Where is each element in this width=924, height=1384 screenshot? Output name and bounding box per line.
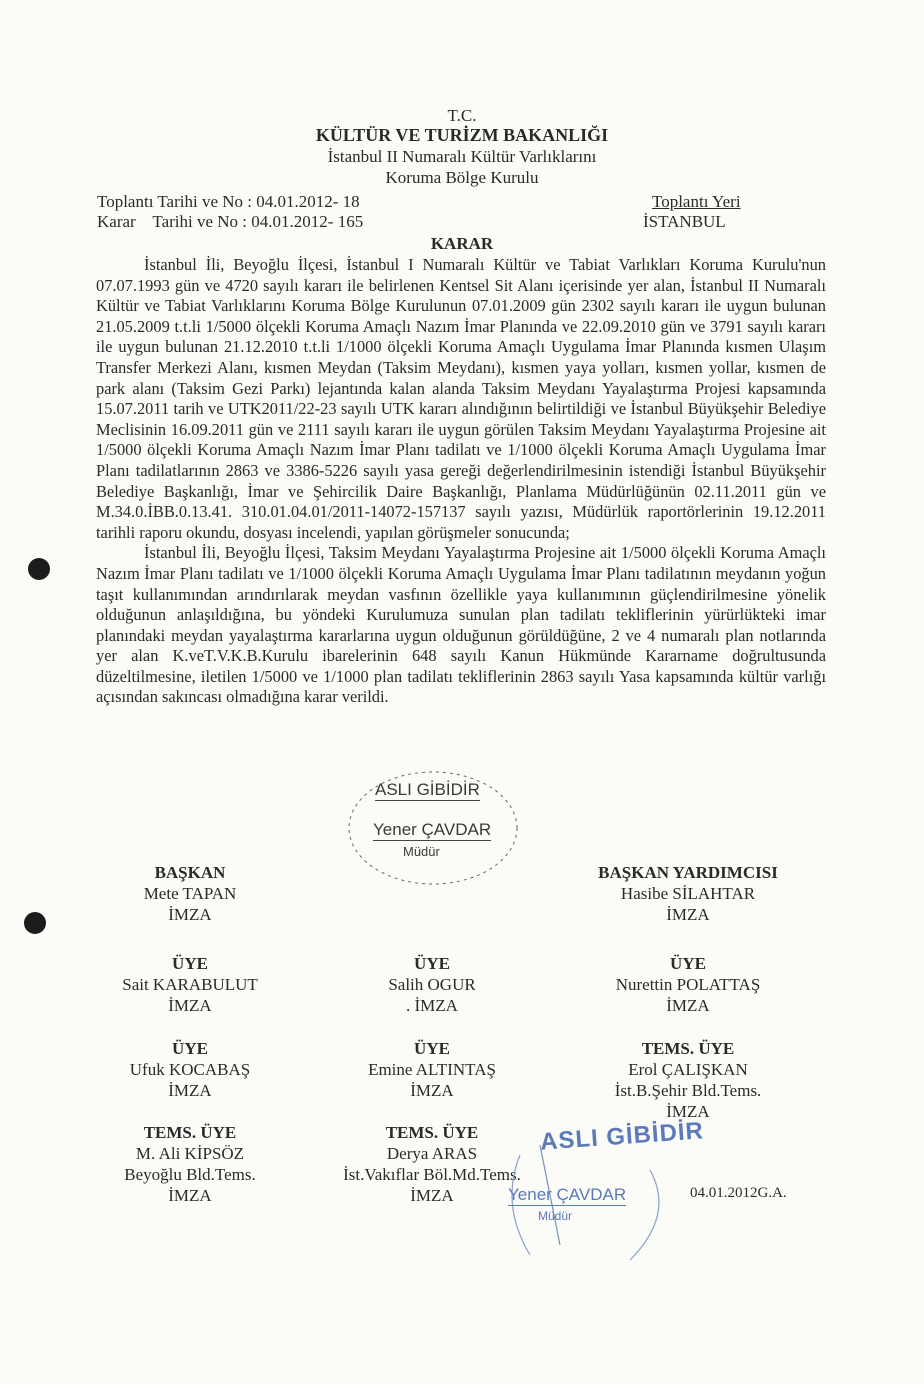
header-tc: T.C. — [447, 106, 477, 125]
imza: İMZA — [410, 1081, 454, 1100]
blue-certified-stamp — [500, 1115, 720, 1265]
imza: İMZA — [666, 1102, 710, 1121]
org: Beyoğlu Bld.Tems. — [124, 1165, 256, 1184]
signatory-tems-1 — [568, 1038, 808, 1122]
certified-copy-stamp — [345, 768, 520, 888]
name: Sait KARABULUT — [122, 975, 258, 994]
org: İst.Vakıflar Böl.Md.Tems. — [343, 1165, 521, 1184]
role: BAŞKAN YARDIMCISI — [598, 863, 778, 882]
decision-number: Karar Tarihi ve No : 04.01.2012- 165 — [97, 212, 364, 231]
name: Ufuk KOCABAŞ — [129, 1060, 251, 1079]
stamp-line1: ASLI GİBİDİR — [375, 780, 480, 799]
punch-hole-icon — [24, 912, 46, 934]
meeting-place-label: Toplantı Yeri — [652, 192, 741, 211]
header-board-line1: İstanbul II Numaralı Kültür Varlıklarını — [327, 147, 597, 166]
meeting-number: Toplantı Tarihi ve No : 04.01.2012- 18 — [97, 192, 360, 211]
imza: İMZA — [168, 1186, 212, 1205]
imza: İMZA — [168, 1081, 212, 1100]
signatory-uye-1 — [70, 953, 310, 1016]
role: BAŞKAN — [154, 863, 226, 882]
role: ÜYE — [172, 1039, 208, 1058]
name: Hasibe SİLAHTAR — [620, 884, 756, 903]
imza: İMZA — [168, 996, 212, 1015]
header-board-line2: Koruma Bölge Kurulu — [385, 168, 539, 187]
blue-stamp-line1: ASLI GİBİDİR — [539, 1117, 705, 1156]
name: Mete TAPAN — [143, 884, 237, 903]
name: Nurettin POLATTAŞ — [615, 975, 761, 994]
role: ÜYE — [414, 954, 450, 973]
signatory-uye-2 — [312, 953, 552, 1016]
role: ÜYE — [172, 954, 208, 973]
imza: İMZA — [410, 1186, 454, 1205]
paragraph-2: İstanbul İli, Beyoğlu İlçesi, Taksim Meydanı Yayalaştırma Projesine ait 1/5000 ölçekli Koruma Amaçlı Nazım İmar Planı tadilatı ve 1/1000 ölçekli Koruma Amaçlı Uygulama İmar Planı tadilatının meydanın yoğun taşıt kullanımından arındırılarak meydan vasfının özellikle yaya kullanımının güçlendirilmesine yönelik olduğunun anlaşıldığına, bu yöndeki Kurulumuza sunulan plan tadilatı tekliflerinin yürürlükteki imar planındaki meydan yayalaştırma kararlarına uygun olduğunun görüldüğüne, 2 ve 4 numaralı plan notlarında yer alan K.veT.V.K.B.Kurulu ibarelerinin 648 sayılı Kanun Hükmünde Kararname doğrultusunda düzeltilmesine, iletilen 1/5000 ve 1/1000 plan tadilatı tekliflerinin 2863 sayılı Yasa kapsamında kültür varlığı açısından sakıncası olmadığına karar verildi. — [96, 543, 826, 707]
meeting-place-value: İSTANBUL — [643, 212, 726, 231]
signatory-uye-3 — [568, 953, 808, 1016]
imza: İMZA — [168, 905, 212, 924]
punch-hole-icon — [28, 558, 50, 580]
name: Erol ÇALIŞKAN — [628, 1060, 748, 1079]
role: TEMS. ÜYE — [385, 1123, 479, 1142]
signatory-uye-4 — [70, 1038, 310, 1101]
signatory-baskan — [70, 862, 310, 925]
signatory-uye-5 — [312, 1038, 552, 1101]
signatory-tems-2 — [70, 1122, 310, 1206]
header-ministry: KÜLTÜR VE TURİZM BAKANLIĞI — [315, 125, 609, 145]
name: Salih OGUR — [388, 975, 476, 994]
role: TEMS. ÜYE — [143, 1123, 237, 1142]
decision-body — [96, 255, 826, 708]
blue-stamp-line3: Müdür — [538, 1209, 573, 1223]
name: Emine ALTINTAŞ — [368, 1060, 496, 1079]
role: TEMS. ÜYE — [641, 1039, 735, 1058]
name: M. Ali KİPSÖZ — [135, 1144, 245, 1163]
org: İst.B.Şehir Bld.Tems. — [614, 1081, 762, 1100]
imza: İMZA — [666, 996, 710, 1015]
document-reference: 04.01.2012G.A. — [690, 1185, 787, 1201]
role: ÜYE — [670, 954, 706, 973]
stamp-line2: Yener ÇAVDAR — [373, 820, 492, 839]
signatory-baskan-yardimcisi — [568, 862, 808, 925]
role: ÜYE — [414, 1039, 450, 1058]
stamp-line3: Müdür — [403, 844, 440, 859]
imza: . İMZA — [406, 996, 458, 1015]
decision-title: KARAR — [430, 234, 494, 253]
name: Derya ARAS — [386, 1144, 478, 1163]
paragraph-1: İstanbul İli, Beyoğlu İlçesi, İstanbul I Numaralı Kültür ve Tabiat Varlıkları Koruma Kurulu'nun 07.07.1993 gün ve 4720 sayılı kararı ile belirlenen Kentsel Sit Alanı içerisinde yer alan, İstanbul II Numaralı Kültür ve Tabiat Varlıklarını Koruma Bölge Kurulunun 07.01.2009 gün 2302 sayılı kararı ile uygun bulunan 21.05.2009 t.t.li 1/5000 ölçekli Koruma Amaçlı Nazım İmar Planında ve 22.09.2010 gün ve 3791 sayılı kararı ile uygun bulunan 21.12.2010 t.t.li 1/1000 ölçekli Koruma Amaçlı Uygulama İmar Planında kısmen Ulaşım Transfer Merkezi Alanı, kısmen Meydan (Taksim Meydanı), kısmen yaya yolları, kısmen yollar, kısmen de park alanı (Taksim Gezi Parkı) lejantında kalan alanda Taksim Meydanı Yayalaştırma Projesi kapsamında 15.07.2011 tarih ve UTK2011/22-23 sayılı UTK kararı alındığının belirtildiği ve İstanbul Büyükşehir Belediye Meclisinin 16.09.2011 gün ve 2111 sayılı kararı ile uygun görülen Taksim Meydanı Yayalaştırma Projesine ait 1/5000 ölçekli Koruma Amaçlı Nazım İmar Planı tadilatı ve 1/1000 ölçekli Koruma Amaçlı Uygulama İmar Planı tadilatlarının 2863 ve 3386-5226 sayılı yasa gereği değerlendirilmesinin istendiği İstanbul Büyükşehir Belediye Başkanlığı, İmar ve Şehircilik Daire Başkanlığı, Planlama Müdürlüğünün 02.11.2011 gün ve M.34.0.İBB.0.13.41. 310.01.04.01/2011-14072-157137 sayılı yazısı, Müdürlük raportörlerinin 19.12.2011 tarihli raporu okundu, dosyası incelendi, yapılan görüşmeler sonucunda; — [96, 255, 826, 542]
imza: İMZA — [666, 905, 710, 924]
blue-stamp-line2: Yener ÇAVDAR — [508, 1185, 627, 1204]
